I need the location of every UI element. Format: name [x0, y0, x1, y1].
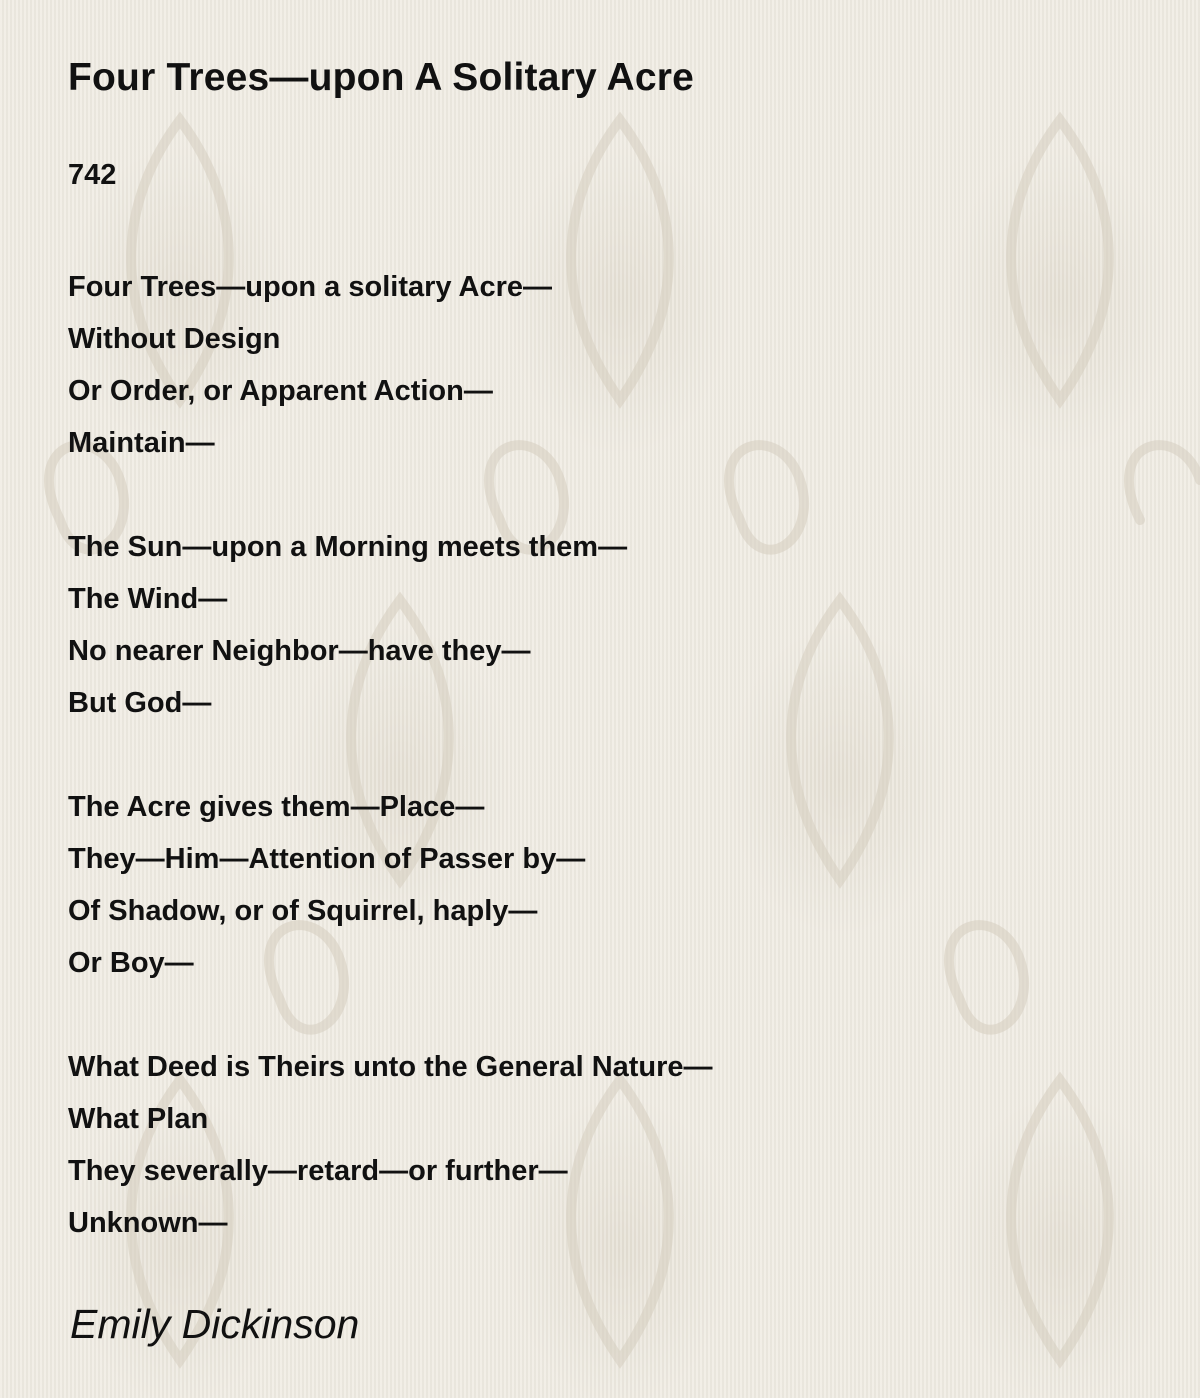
poem-line: Unknown—: [68, 1207, 228, 1239]
stanza-4: [68, 1041, 713, 1249]
poem-line: Or Order, or Apparent Action—: [68, 375, 493, 407]
poem-line: Without Design: [68, 323, 281, 355]
poem-line: They—Him—Attention of Passer by—: [68, 843, 586, 875]
poem-line: What Plan: [68, 1103, 209, 1135]
poem-line: Maintain—: [68, 427, 215, 459]
poem-line: Four Trees—upon a solitary Acre—: [68, 271, 552, 303]
poem-line: The Sun—upon a Morning meets them—: [68, 531, 628, 563]
stanza-1: [68, 261, 552, 469]
poem-line: The Acre gives them—Place—: [68, 791, 485, 823]
poem-line: Of Shadow, or of Squirrel, haply—: [68, 895, 538, 927]
poem-author: Emily Dickinson: [70, 1301, 360, 1347]
poem-line: Or Boy—: [68, 947, 194, 979]
poem-line: The Wind—: [68, 583, 228, 615]
poem-number: 742: [68, 159, 117, 191]
poem-line: No nearer Neighbor—have they—: [68, 635, 531, 667]
stanza-2: [68, 521, 627, 729]
poem-line: But God—: [68, 687, 212, 719]
poem-line: What Deed is Theirs unto the General Nature—: [68, 1051, 713, 1083]
poem-line: They severally—retard—or further—: [68, 1155, 568, 1187]
poem-title: Four Trees—upon A Solitary Acre: [68, 56, 694, 99]
stanza-3: [68, 781, 585, 989]
